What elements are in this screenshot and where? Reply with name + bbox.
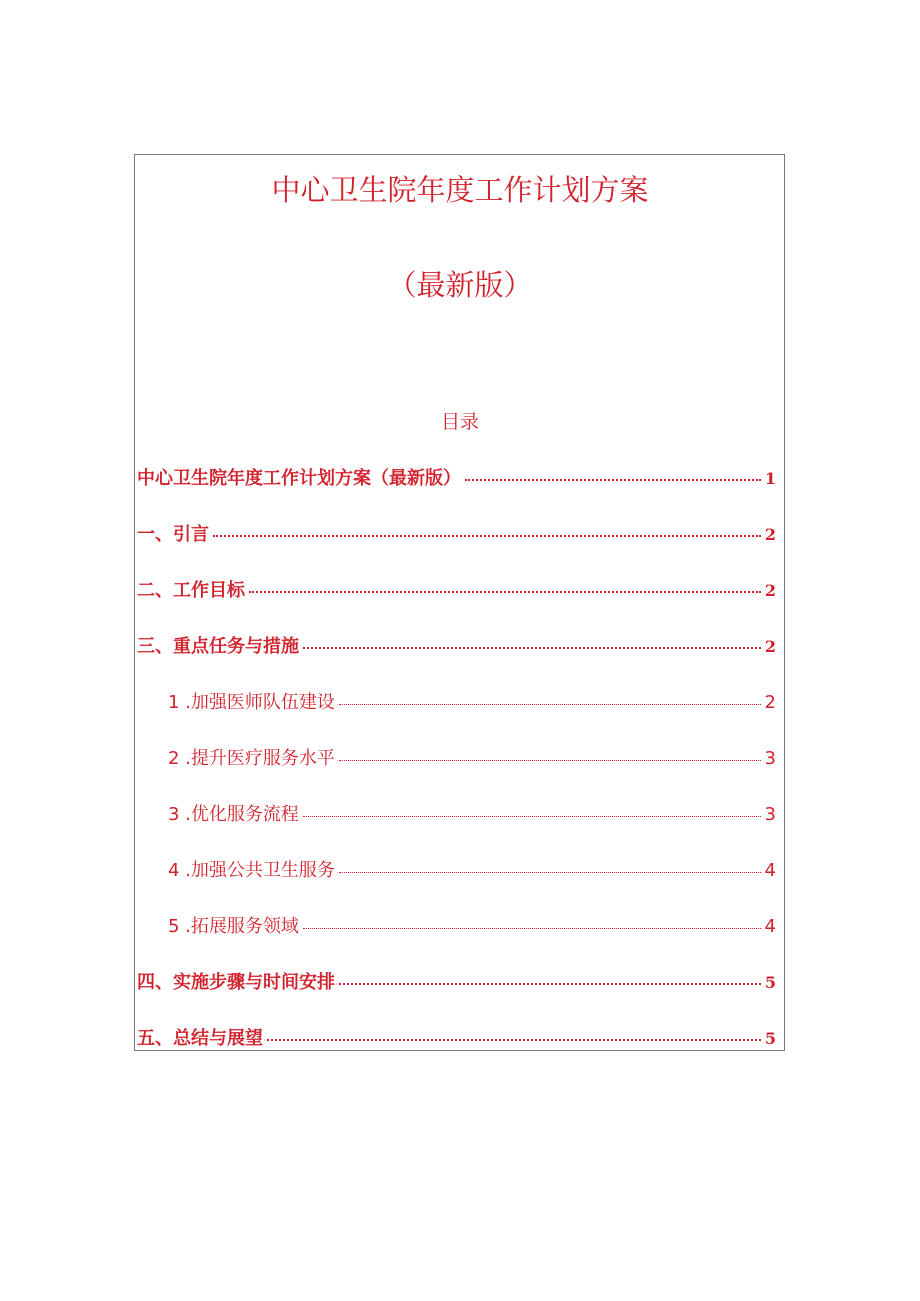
toc-subentry-service-level[interactable] [168, 744, 776, 770]
toc-entry-label: 3 .优化服务流程 [168, 804, 299, 825]
toc-entry-introduction[interactable] [137, 520, 776, 546]
toc-dot-leader [465, 479, 761, 481]
toc-entry-label: 1 .加强医师队伍建设 [168, 692, 335, 713]
toc-entry-label: 5 .拓展服务领域 [168, 916, 299, 937]
document-subtitle: （最新版） [387, 268, 533, 302]
toc-dot-leader [303, 928, 761, 929]
toc-entry-label: 三、重点任务与措施 [137, 636, 299, 657]
toc-entry-label: 4 .加强公共卫生服务 [168, 860, 335, 881]
toc-entry-label: 二、工作目标 [137, 580, 245, 601]
toc-entry-label: 2 .提升医疗服务水平 [168, 748, 335, 769]
toc-subentry-physician-team[interactable] [168, 688, 776, 714]
toc-entry-key-tasks[interactable] [137, 632, 776, 658]
toc-entry-label: 中心卫生院年度工作计划方案（最新版） [137, 468, 461, 489]
toc-entry-page: 3 [764, 748, 776, 769]
toc-dot-leader [267, 1039, 761, 1041]
toc-entry-page: 4 [764, 860, 776, 881]
toc-entry-summary[interactable] [137, 1024, 776, 1050]
toc-entry-page: 2 [764, 525, 776, 544]
toc-dot-leader [249, 591, 761, 593]
toc-entry-label: 一、引言 [137, 524, 209, 545]
toc-entry-label: 五、总结与展望 [137, 1028, 263, 1049]
toc-dot-leader [213, 535, 761, 537]
toc-dot-leader [339, 704, 761, 705]
toc-dot-leader [303, 816, 761, 817]
toc-subentry-service-process[interactable] [168, 800, 776, 826]
toc-dot-leader [339, 983, 761, 985]
toc-dot-leader [339, 872, 761, 873]
toc-entry-page: 2 [764, 637, 776, 656]
toc-entry-implementation[interactable] [137, 968, 776, 994]
toc-entry-goals[interactable] [137, 576, 776, 602]
toc-subentry-public-health[interactable] [168, 856, 776, 882]
document-title: 中心卫生院年度工作计划方案 [271, 173, 649, 207]
toc-entry-page: 2 [764, 581, 776, 600]
toc-entry-page: 2 [764, 692, 776, 713]
toc-entry-page: 5 [764, 1029, 776, 1048]
toc-dot-leader [303, 647, 761, 649]
toc-entry-page: 3 [764, 804, 776, 825]
toc-subentry-service-areas[interactable] [168, 912, 776, 938]
toc-entry-label: 四、实施步骤与时间安排 [137, 972, 335, 993]
toc-entry-page: 5 [764, 973, 776, 992]
toc-entry-title[interactable] [137, 464, 776, 490]
toc-entry-page: 1 [764, 469, 776, 488]
toc-entry-page: 4 [764, 916, 776, 937]
toc-dot-leader [339, 760, 761, 761]
toc-heading: 目录 [440, 411, 479, 433]
